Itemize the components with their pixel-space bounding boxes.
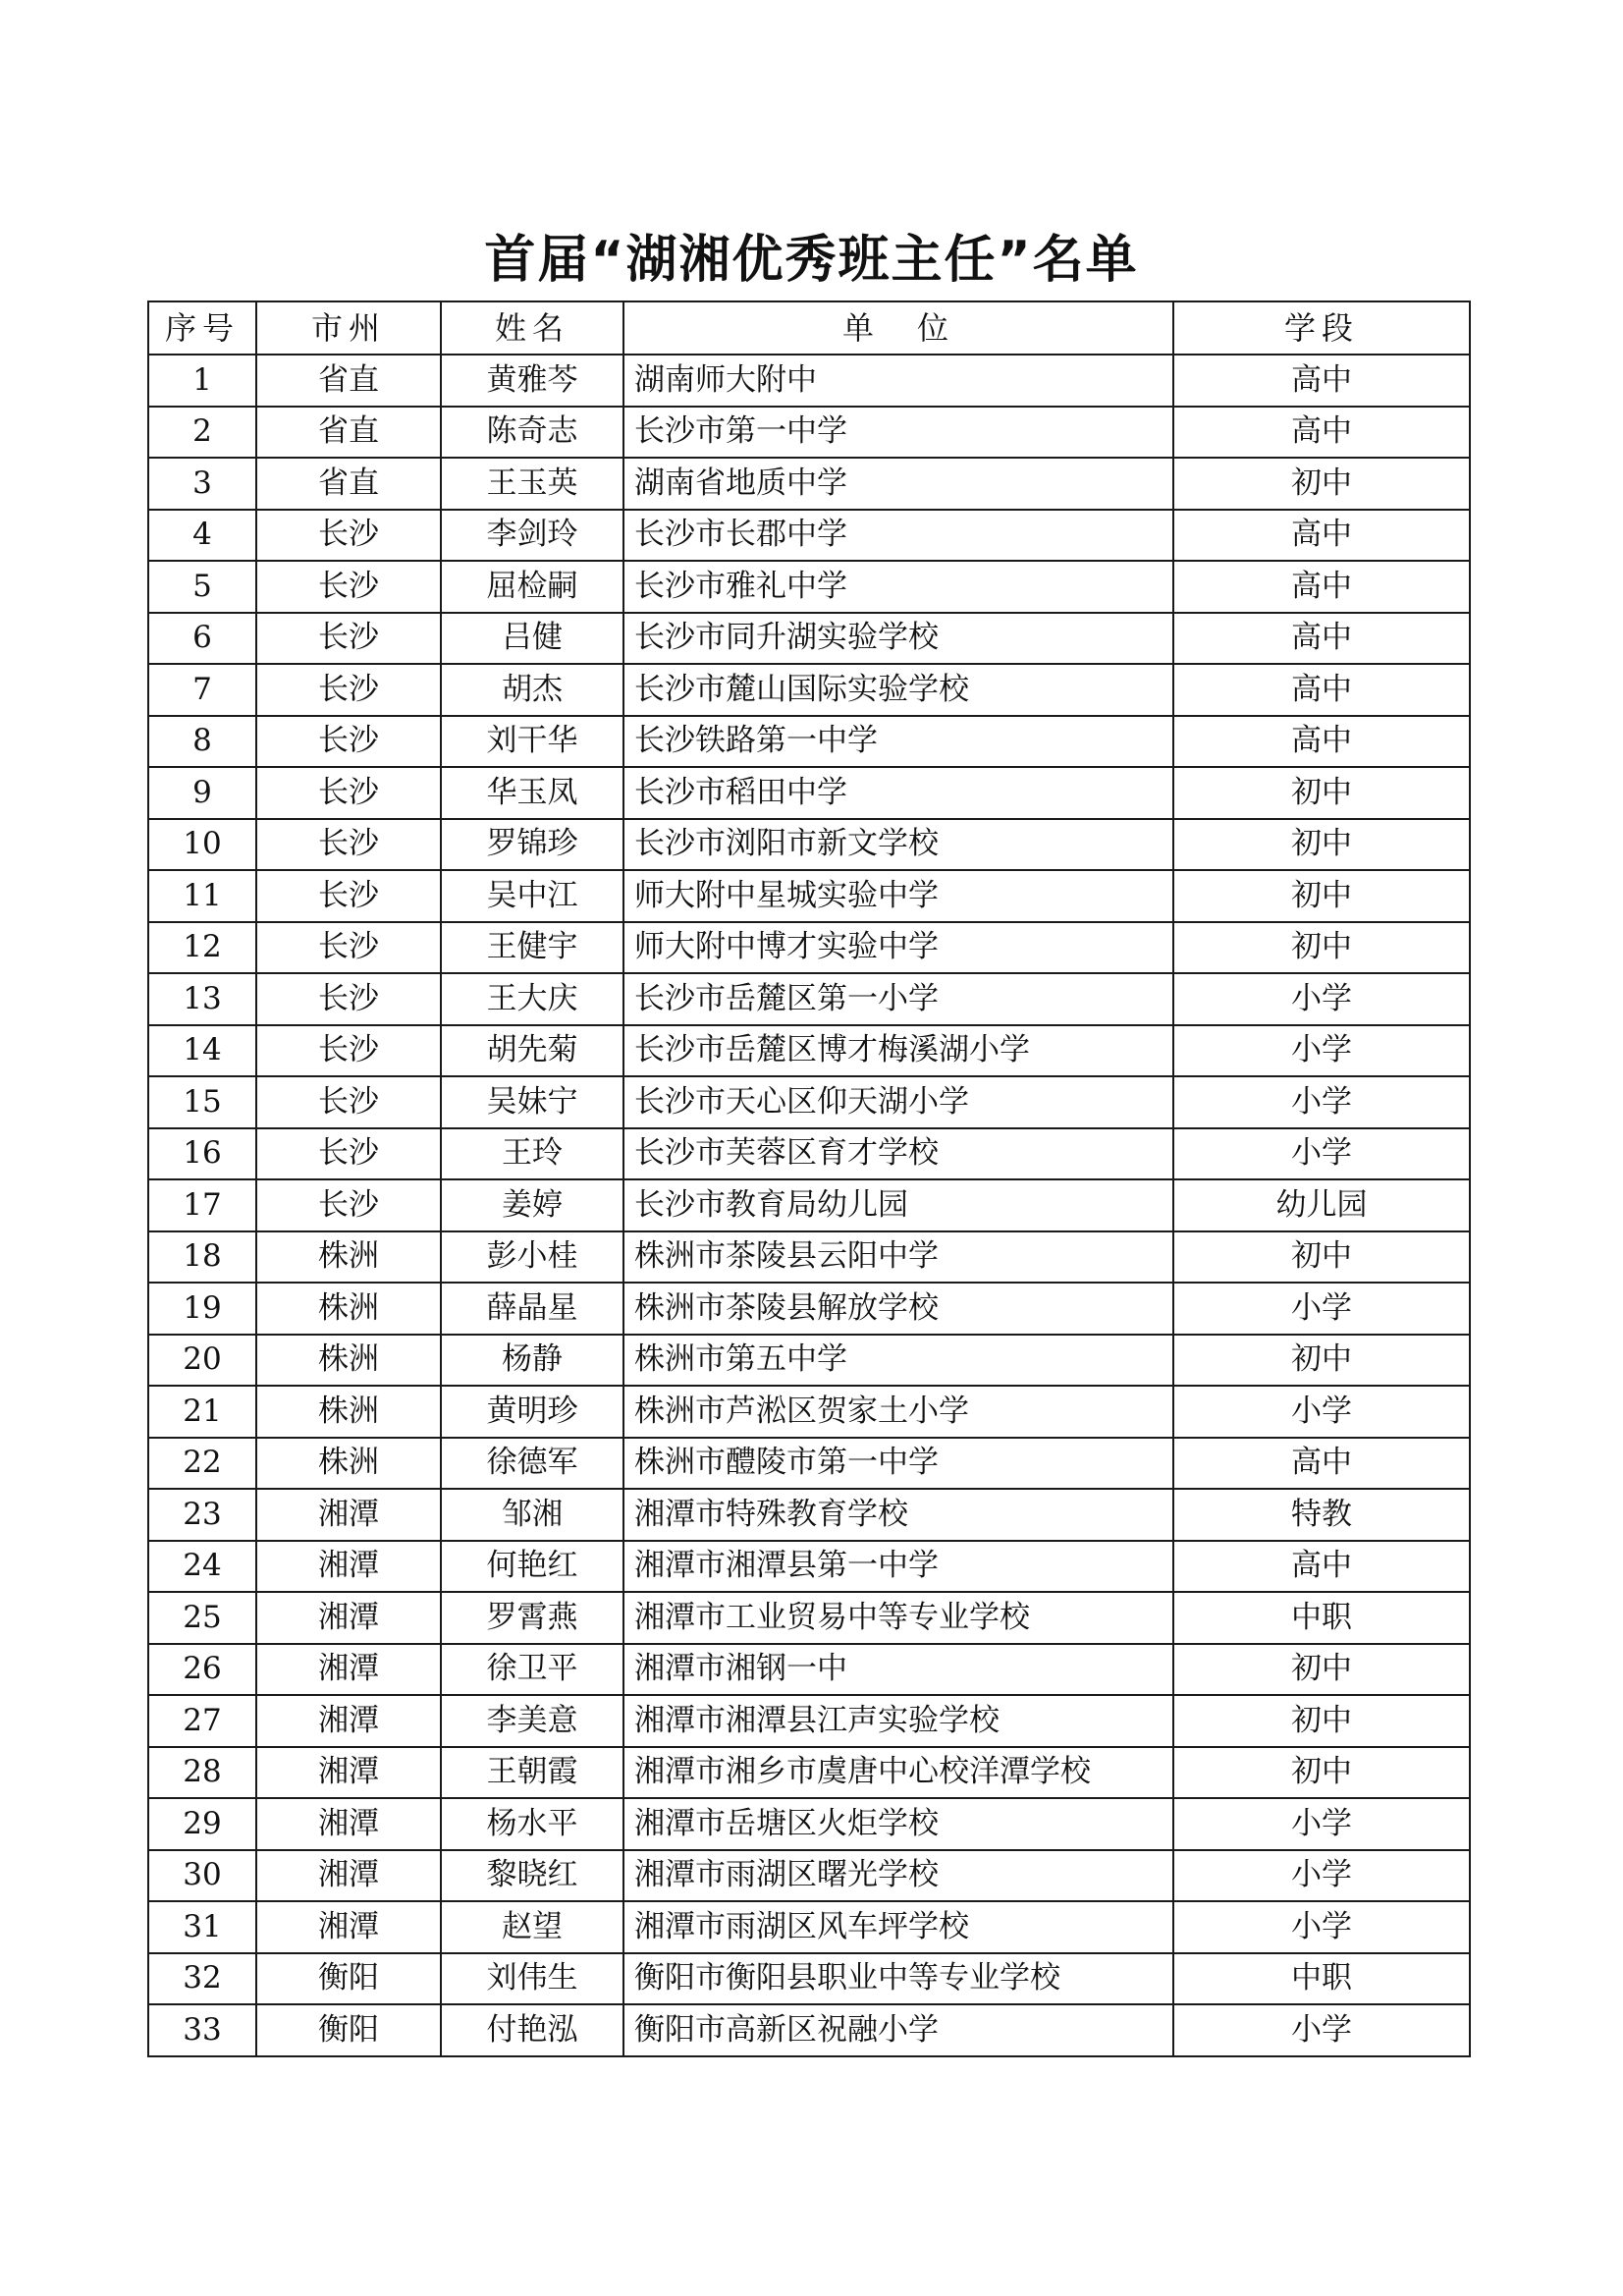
cell-city: 省直 <box>256 407 441 459</box>
cell-index: 25 <box>148 1592 256 1644</box>
table-row <box>148 1798 1470 1850</box>
cell-index: 7 <box>148 664 256 716</box>
cell-name: 付艳泓 <box>441 2004 623 2056</box>
cell-name: 罗霄燕 <box>441 1592 623 1644</box>
cell-city: 株洲 <box>256 1335 441 1387</box>
cell-name: 吕健 <box>441 613 623 665</box>
cell-city: 长沙 <box>256 922 441 974</box>
cell-city: 长沙 <box>256 561 441 613</box>
cell-level: 小学 <box>1173 1798 1470 1850</box>
cell-name: 刘干华 <box>441 716 623 768</box>
cell-city: 长沙 <box>256 1025 441 1077</box>
cell-index: 20 <box>148 1335 256 1387</box>
cell-level: 中职 <box>1173 1592 1470 1644</box>
cell-level: 高中 <box>1173 510 1470 562</box>
cell-unit: 长沙市教育局幼儿园 <box>623 1179 1173 1231</box>
cell-name: 黄明珍 <box>441 1386 623 1438</box>
cell-index: 18 <box>148 1231 256 1284</box>
table-row <box>148 407 1470 459</box>
table-row <box>148 1283 1470 1335</box>
cell-level: 初中 <box>1173 1747 1470 1799</box>
cell-name: 徐德军 <box>441 1438 623 1490</box>
cell-index: 21 <box>148 1386 256 1438</box>
header-unit: 单 位 <box>623 301 1173 355</box>
table-row <box>148 767 1470 819</box>
cell-index: 32 <box>148 1953 256 2005</box>
cell-name: 黄雅芩 <box>441 355 623 407</box>
cell-unit: 长沙市芙蓉区育才学校 <box>623 1128 1173 1180</box>
cell-city: 省直 <box>256 458 441 510</box>
cell-city: 长沙 <box>256 1128 441 1180</box>
cell-name: 彭小桂 <box>441 1231 623 1284</box>
cell-level: 初中 <box>1173 1231 1470 1284</box>
header-name: 姓名 <box>441 301 623 355</box>
cell-unit: 株洲市茶陵县解放学校 <box>623 1283 1173 1335</box>
cell-name: 王玉英 <box>441 458 623 510</box>
cell-unit: 湖南师大附中 <box>623 355 1173 407</box>
roster-table <box>147 301 1471 2057</box>
cell-city: 湘潭 <box>256 1747 441 1799</box>
table-row <box>148 1747 1470 1799</box>
cell-unit: 长沙市岳麓区第一小学 <box>623 973 1173 1025</box>
cell-level: 高中 <box>1173 561 1470 613</box>
cell-level: 初中 <box>1173 1695 1470 1747</box>
cell-city: 长沙 <box>256 1179 441 1231</box>
cell-index: 6 <box>148 613 256 665</box>
cell-city: 长沙 <box>256 664 441 716</box>
cell-unit: 长沙市第一中学 <box>623 407 1173 459</box>
cell-city: 湘潭 <box>256 1489 441 1541</box>
cell-city: 湘潭 <box>256 1644 441 1696</box>
cell-index: 16 <box>148 1128 256 1180</box>
cell-name: 王健宇 <box>441 922 623 974</box>
cell-name: 胡先菊 <box>441 1025 623 1077</box>
cell-name: 李美意 <box>441 1695 623 1747</box>
table-row <box>148 716 1470 768</box>
cell-level: 中职 <box>1173 1953 1470 2005</box>
cell-level: 小学 <box>1173 1076 1470 1128</box>
cell-city: 长沙 <box>256 819 441 871</box>
table-row <box>148 1025 1470 1077</box>
cell-city: 长沙 <box>256 870 441 922</box>
cell-level: 小学 <box>1173 2004 1470 2056</box>
cell-name: 何艳红 <box>441 1541 623 1593</box>
cell-unit: 湘潭市湘潭县江声实验学校 <box>623 1695 1173 1747</box>
cell-unit: 衡阳市衡阳县职业中等专业学校 <box>623 1953 1173 2005</box>
cell-unit: 湘潭市雨湖区风车坪学校 <box>623 1901 1173 1953</box>
table-row <box>148 1438 1470 1490</box>
cell-name: 徐卫平 <box>441 1644 623 1696</box>
cell-index: 10 <box>148 819 256 871</box>
table-row <box>148 922 1470 974</box>
table-row <box>148 1644 1470 1696</box>
cell-name: 王大庆 <box>441 973 623 1025</box>
cell-city: 株洲 <box>256 1438 441 1490</box>
cell-name: 陈奇志 <box>441 407 623 459</box>
cell-city: 湘潭 <box>256 1798 441 1850</box>
header-index: 序号 <box>148 301 256 355</box>
cell-index: 12 <box>148 922 256 974</box>
page-title: 首届“湖湘优秀班主任”名单 <box>484 231 1139 290</box>
cell-unit: 长沙市天心区仰天湖小学 <box>623 1076 1173 1128</box>
table-row <box>148 1592 1470 1644</box>
cell-index: 30 <box>148 1850 256 1902</box>
cell-level: 高中 <box>1173 407 1470 459</box>
cell-name: 吴妹宁 <box>441 1076 623 1128</box>
cell-level: 高中 <box>1173 355 1470 407</box>
cell-city: 湘潭 <box>256 1901 441 1953</box>
cell-level: 小学 <box>1173 1850 1470 1902</box>
cell-name: 李剑玲 <box>441 510 623 562</box>
cell-index: 27 <box>148 1695 256 1747</box>
table-row <box>148 1541 1470 1593</box>
cell-unit: 湘潭市工业贸易中等专业学校 <box>623 1592 1173 1644</box>
cell-index: 23 <box>148 1489 256 1541</box>
cell-index: 3 <box>148 458 256 510</box>
table-row <box>148 561 1470 613</box>
cell-index: 19 <box>148 1283 256 1335</box>
table-row <box>148 510 1470 562</box>
cell-index: 17 <box>148 1179 256 1231</box>
table-row <box>148 355 1470 407</box>
cell-city: 长沙 <box>256 767 441 819</box>
cell-city: 长沙 <box>256 613 441 665</box>
table-row <box>148 1335 1470 1387</box>
cell-city: 株洲 <box>256 1231 441 1284</box>
cell-city: 长沙 <box>256 716 441 768</box>
table-row <box>148 1901 1470 1953</box>
cell-name: 邹湘 <box>441 1489 623 1541</box>
cell-level: 初中 <box>1173 870 1470 922</box>
cell-index: 13 <box>148 973 256 1025</box>
table-row <box>148 613 1470 665</box>
table-row <box>148 973 1470 1025</box>
cell-unit: 长沙市浏阳市新文学校 <box>623 819 1173 871</box>
cell-index: 24 <box>148 1541 256 1593</box>
cell-city: 长沙 <box>256 1076 441 1128</box>
cell-index: 29 <box>148 1798 256 1850</box>
cell-city: 湘潭 <box>256 1541 441 1593</box>
cell-level: 小学 <box>1173 1283 1470 1335</box>
cell-city: 株洲 <box>256 1386 441 1438</box>
table-row <box>148 1850 1470 1902</box>
cell-unit: 株洲市芦淞区贺家土小学 <box>623 1386 1173 1438</box>
table-row <box>148 1489 1470 1541</box>
cell-level: 高中 <box>1173 716 1470 768</box>
cell-level: 初中 <box>1173 1644 1470 1696</box>
cell-name: 刘伟生 <box>441 1953 623 2005</box>
cell-index: 28 <box>148 1747 256 1799</box>
cell-index: 2 <box>148 407 256 459</box>
header-level: 学段 <box>1173 301 1470 355</box>
cell-level: 高中 <box>1173 613 1470 665</box>
cell-unit: 长沙市稻田中学 <box>623 767 1173 819</box>
cell-unit: 湖南省地质中学 <box>623 458 1173 510</box>
cell-unit: 师大附中博才实验中学 <box>623 922 1173 974</box>
cell-name: 赵望 <box>441 1901 623 1953</box>
cell-level: 小学 <box>1173 1128 1470 1180</box>
table-body <box>148 355 1470 2056</box>
cell-level: 高中 <box>1173 1541 1470 1593</box>
cell-unit: 长沙市麓山国际实验学校 <box>623 664 1173 716</box>
cell-unit: 长沙市长郡中学 <box>623 510 1173 562</box>
table-row <box>148 458 1470 510</box>
cell-index: 26 <box>148 1644 256 1696</box>
cell-unit: 株洲市醴陵市第一中学 <box>623 1438 1173 1490</box>
cell-index: 9 <box>148 767 256 819</box>
table-row <box>148 1695 1470 1747</box>
cell-unit: 湘潭市湘潭县第一中学 <box>623 1541 1173 1593</box>
cell-level: 高中 <box>1173 1438 1470 1490</box>
cell-city: 株洲 <box>256 1283 441 1335</box>
table-row <box>148 1953 1470 2005</box>
cell-level: 初中 <box>1173 458 1470 510</box>
cell-name: 华玉凤 <box>441 767 623 819</box>
cell-index: 22 <box>148 1438 256 1490</box>
cell-level: 初中 <box>1173 767 1470 819</box>
cell-unit: 湘潭市雨湖区曙光学校 <box>623 1850 1173 1902</box>
cell-name: 罗锦珍 <box>441 819 623 871</box>
cell-unit: 株洲市第五中学 <box>623 1335 1173 1387</box>
table-row <box>148 664 1470 716</box>
cell-unit: 湘潭市岳塘区火炬学校 <box>623 1798 1173 1850</box>
cell-name: 王玲 <box>441 1128 623 1180</box>
table-row <box>148 1076 1470 1128</box>
cell-level: 小学 <box>1173 1025 1470 1077</box>
cell-unit: 长沙铁路第一中学 <box>623 716 1173 768</box>
cell-unit: 湘潭市湘乡市虞唐中心校洋潭学校 <box>623 1747 1173 1799</box>
cell-index: 8 <box>148 716 256 768</box>
cell-city: 湘潭 <box>256 1695 441 1747</box>
cell-unit: 师大附中星城实验中学 <box>623 870 1173 922</box>
table-row <box>148 1386 1470 1438</box>
header-city: 市州 <box>256 301 441 355</box>
cell-unit: 湘潭市特殊教育学校 <box>623 1489 1173 1541</box>
cell-city: 长沙 <box>256 973 441 1025</box>
cell-name: 胡杰 <box>441 664 623 716</box>
cell-unit: 长沙市岳麓区博才梅溪湖小学 <box>623 1025 1173 1077</box>
table-row <box>148 2004 1470 2056</box>
cell-level: 小学 <box>1173 973 1470 1025</box>
cell-city: 湘潭 <box>256 1592 441 1644</box>
cell-unit: 湘潭市湘钢一中 <box>623 1644 1173 1696</box>
cell-unit: 长沙市雅礼中学 <box>623 561 1173 613</box>
table-header <box>148 301 1470 355</box>
cell-level: 初中 <box>1173 1335 1470 1387</box>
cell-index: 1 <box>148 355 256 407</box>
table-row <box>148 1179 1470 1231</box>
cell-level: 初中 <box>1173 819 1470 871</box>
cell-level: 小学 <box>1173 1901 1470 1953</box>
cell-index: 5 <box>148 561 256 613</box>
cell-name: 黎晓红 <box>441 1850 623 1902</box>
cell-unit: 株洲市茶陵县云阳中学 <box>623 1231 1173 1284</box>
cell-name: 薛晶星 <box>441 1283 623 1335</box>
cell-unit: 衡阳市高新区祝融小学 <box>623 2004 1173 2056</box>
table-row <box>148 870 1470 922</box>
cell-level: 初中 <box>1173 922 1470 974</box>
cell-level: 高中 <box>1173 664 1470 716</box>
cell-city: 衡阳 <box>256 1953 441 2005</box>
cell-index: 33 <box>148 2004 256 2056</box>
cell-name: 屈检嗣 <box>441 561 623 613</box>
cell-city: 衡阳 <box>256 2004 441 2056</box>
cell-unit: 长沙市同升湖实验学校 <box>623 613 1173 665</box>
cell-name: 姜婷 <box>441 1179 623 1231</box>
header-row <box>148 301 1470 355</box>
cell-level: 幼儿园 <box>1173 1179 1470 1231</box>
cell-name: 王朝霞 <box>441 1747 623 1799</box>
cell-name: 杨静 <box>441 1335 623 1387</box>
cell-level: 小学 <box>1173 1386 1470 1438</box>
cell-index: 11 <box>148 870 256 922</box>
cell-city: 长沙 <box>256 510 441 562</box>
cell-name: 吴中江 <box>441 870 623 922</box>
cell-name: 杨水平 <box>441 1798 623 1850</box>
cell-city: 省直 <box>256 355 441 407</box>
cell-index: 4 <box>148 510 256 562</box>
table-row <box>148 1231 1470 1284</box>
table-row <box>148 1128 1470 1180</box>
cell-level: 特教 <box>1173 1489 1470 1541</box>
cell-index: 15 <box>148 1076 256 1128</box>
cell-index: 14 <box>148 1025 256 1077</box>
cell-index: 31 <box>148 1901 256 1953</box>
table-row <box>148 819 1470 871</box>
cell-city: 湘潭 <box>256 1850 441 1902</box>
